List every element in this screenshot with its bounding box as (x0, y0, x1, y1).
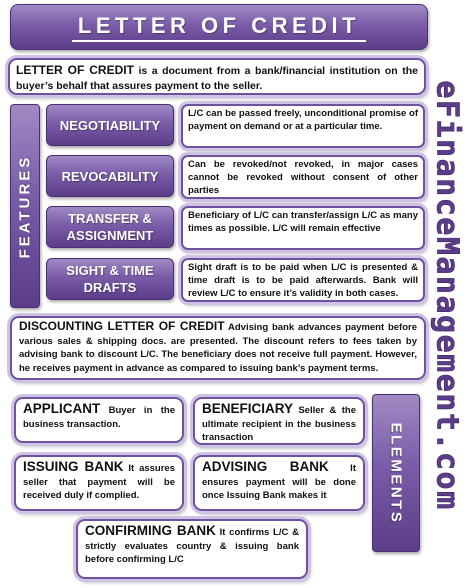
beneficiary-term: BENEFICIARY (202, 401, 294, 416)
applicant-term: APPLICANT (23, 401, 101, 416)
feature-name: REVOCABILITY (61, 168, 159, 184)
intro-box (8, 58, 426, 95)
feature-name: TRANSFER & ASSIGNMENT (66, 211, 154, 243)
advising-bank-term: ADVISING BANK (202, 459, 329, 474)
intro-text: is a document from a bank/financial institution on the buyer’s behalf that assures payment to the seller. (16, 65, 418, 92)
feature-transfer-assignment (46, 206, 174, 248)
issuing-bank-box (14, 455, 184, 511)
advising-bank-text: It ensures payment will be done once Issuing Bank makes it (202, 463, 356, 501)
feature-name: SIGHT & TIME DRAFTS (66, 263, 154, 295)
page-title: LETTER OF CREDIT (72, 13, 366, 42)
applicant-box (14, 397, 184, 443)
feature-revocability (46, 155, 174, 197)
advising-bank-box (193, 455, 365, 511)
discounting-box (10, 316, 426, 380)
beneficiary-text: Seller & the ultimate recipient in the business transaction (202, 405, 356, 443)
features-label-bar (10, 104, 40, 308)
brand-text: eFinanceManagement.com (429, 79, 465, 511)
discounting-text: Advising bank advances payment before various sales & shipping docs. are presented. The discount refers to fees taken by advising bank to discount L/C. The beneficiary does not receive full payment. However, he receives payment in advance as compared to issuing bank’s payment terms. (19, 322, 417, 374)
elements-label: ELEMENTS (387, 422, 405, 524)
feature-desc-revocability (181, 155, 425, 199)
confirming-bank-term: CONFIRMING BANK (85, 523, 216, 538)
feature-negotiability (46, 104, 174, 146)
issuing-bank-text: It assures seller that payment will be received duly if complied. (23, 463, 176, 501)
feature-sight-time-drafts (46, 258, 174, 300)
features-label: FEATURES (16, 154, 34, 258)
brand-watermark (424, 12, 470, 578)
feature-desc: Sight draft is to be paid when L/C is presented & time draft is to be paid afterwards. Bank will review L/C to ensure it’s validity in both cases. (188, 262, 418, 299)
feature-desc: Beneficiary of L/C can transfer/assign L/C as many times as possible. L/C will remain effective (188, 210, 418, 234)
title-bar (10, 4, 428, 50)
feature-desc: Can be revoked/not revoked, in major cases cannot be revoked without consent of other parties (188, 159, 418, 196)
feature-name: NEGOTIABILITY (59, 117, 161, 133)
issuing-bank-term: ISSUING BANK (23, 459, 124, 474)
confirming-bank-text: It confirms L/C & strictly evaluates country & issuing bank before confirming L/C (85, 527, 299, 565)
elements-label-bar (372, 394, 420, 552)
applicant-text: Buyer in the business transaction. (23, 405, 175, 430)
feature-desc-transfer-assignment (181, 206, 425, 250)
feature-desc-negotiability (181, 104, 425, 148)
confirming-bank-box (76, 519, 308, 579)
intro-term: LETTER OF CREDIT (16, 63, 134, 77)
feature-desc-sight-time-drafts (181, 258, 425, 302)
discounting-term: DISCOUNTING LETTER OF CREDIT (19, 319, 225, 333)
beneficiary-box (193, 397, 365, 445)
feature-desc: L/C can be passed freely, unconditional promise of payment on demand or at a particular time. (188, 108, 418, 132)
